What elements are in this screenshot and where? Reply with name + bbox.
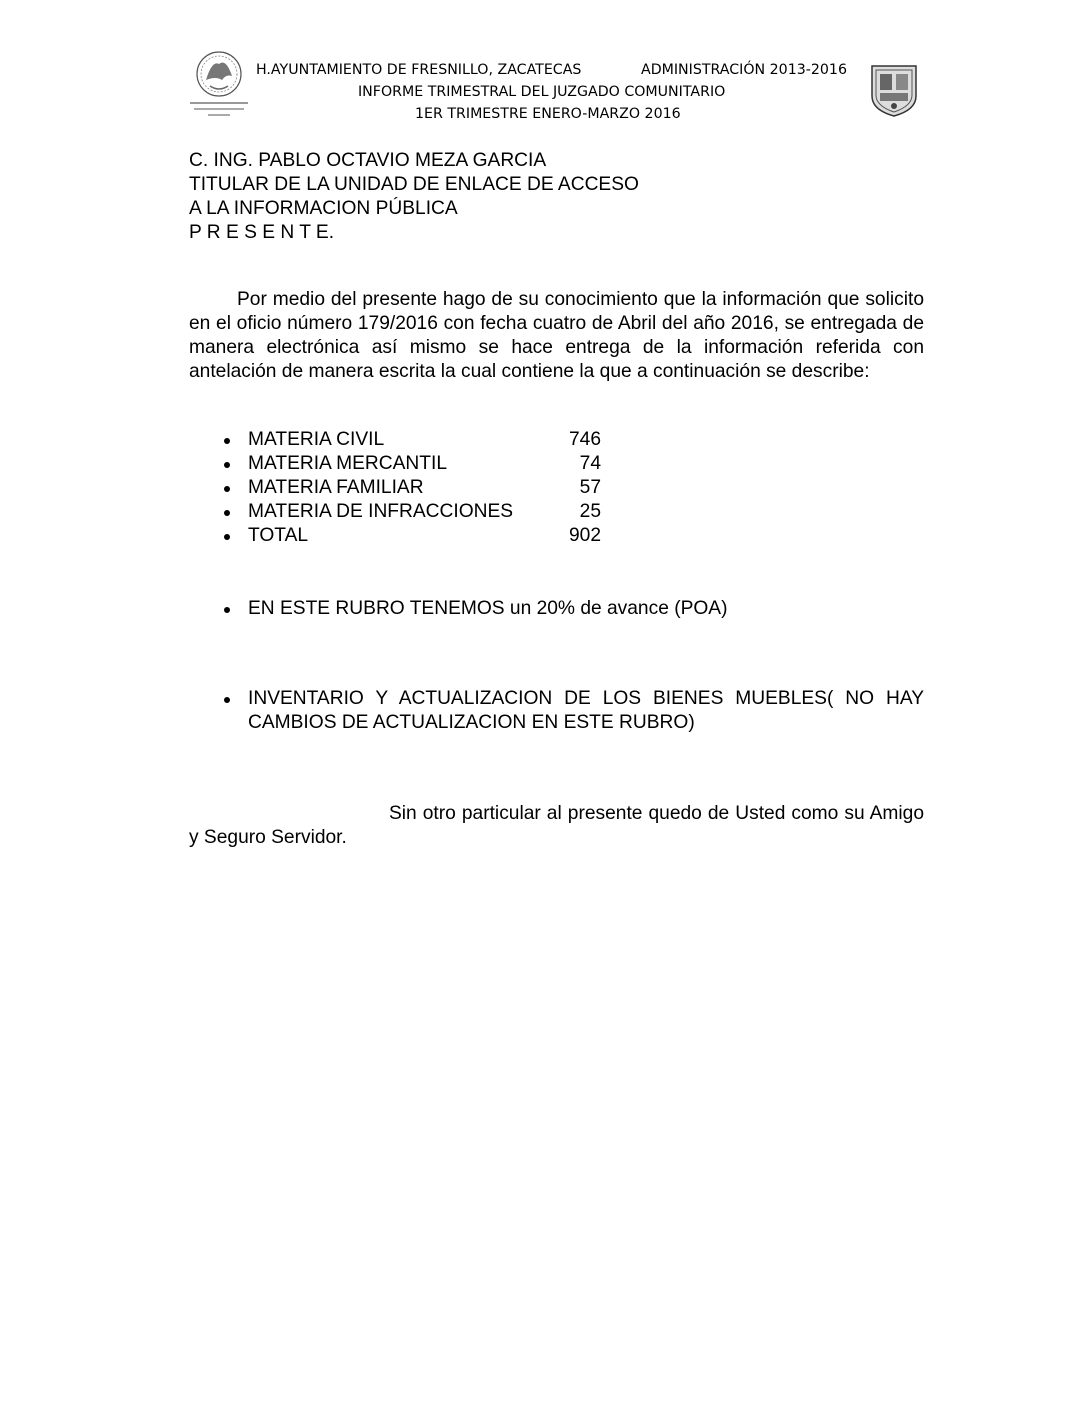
bullet-icon bbox=[224, 438, 230, 444]
bullet-icon bbox=[224, 697, 230, 703]
matter-count: 57 bbox=[579, 477, 601, 498]
addressee-title-cont: A LA INFORMACION PÚBLICA bbox=[189, 198, 458, 219]
mexican-coat-of-arms-logo bbox=[186, 46, 252, 124]
bullet-icon bbox=[224, 607, 230, 613]
matter-total-label: TOTAL bbox=[248, 525, 309, 546]
body-paragraph: Por medio del presente hago de su conocimiento que la información que solicito en el oficio número 179/2016 con fecha cuatro de Abril del año 2016, se entregada de manera electrónica así mismo se hace entrega de la información referida con antelación de manera escrita la cual contiene la que a continuación se describe: bbox=[189, 289, 924, 382]
matter-count: 74 bbox=[579, 453, 601, 474]
list-item bbox=[189, 524, 924, 548]
list-item bbox=[189, 476, 924, 500]
matter-total-count: 902 bbox=[568, 525, 601, 546]
inventory-text: INVENTARIO Y ACTUALIZACION DE LOS BIENES MUEBLES( NO HAY CAMBIOS DE ACTUALIZACION EN ESTE RUBRO) bbox=[248, 688, 924, 733]
matter-label: MATERIA MERCANTIL bbox=[248, 453, 448, 474]
list-item bbox=[189, 452, 924, 476]
matter-label: MATERIA CIVIL bbox=[248, 429, 385, 450]
header-administration: ADMINISTRACIÓN 2013-2016 bbox=[641, 62, 847, 78]
addressee-name: C. ING. PABLO OCTAVIO MEZA GARCIA bbox=[189, 150, 547, 171]
progress-text: EN ESTE RUBRO TENEMOS un 20% de avance (POA) bbox=[248, 598, 728, 619]
bullet-icon bbox=[224, 510, 230, 516]
list-item bbox=[189, 428, 924, 452]
matter-label: MATERIA DE INFRACCIONES bbox=[248, 501, 514, 522]
addressee-title: TITULAR DE LA UNIDAD DE ENLACE DE ACCESO bbox=[189, 174, 639, 195]
matter-count: 25 bbox=[579, 501, 601, 522]
bullet-icon bbox=[224, 462, 230, 468]
matters-list bbox=[189, 428, 924, 548]
list-item bbox=[189, 500, 924, 524]
header-report-title: INFORME TRIMESTRAL DEL JUZGADO COMUNITARIO bbox=[358, 84, 726, 100]
header-institution: H.AYUNTAMIENTO DE FRESNILLO, ZACATECAS bbox=[256, 62, 582, 78]
municipal-seal-logo bbox=[866, 62, 922, 118]
addressee-presente: P R E S E N T E. bbox=[189, 222, 335, 243]
bullet-icon bbox=[224, 486, 230, 492]
header-period: 1ER TRIMESTRE ENERO-MARZO 2016 bbox=[415, 106, 681, 122]
progress-bullet bbox=[189, 597, 924, 621]
matter-count: 746 bbox=[568, 429, 601, 450]
inventory-bullet bbox=[189, 687, 924, 735]
bullet-icon bbox=[224, 534, 230, 540]
closing-paragraph: Sin otro particular al presente quedo de Usted como su Amigo y Seguro Servidor. bbox=[189, 803, 924, 848]
matter-label: MATERIA FAMILIAR bbox=[248, 477, 424, 498]
